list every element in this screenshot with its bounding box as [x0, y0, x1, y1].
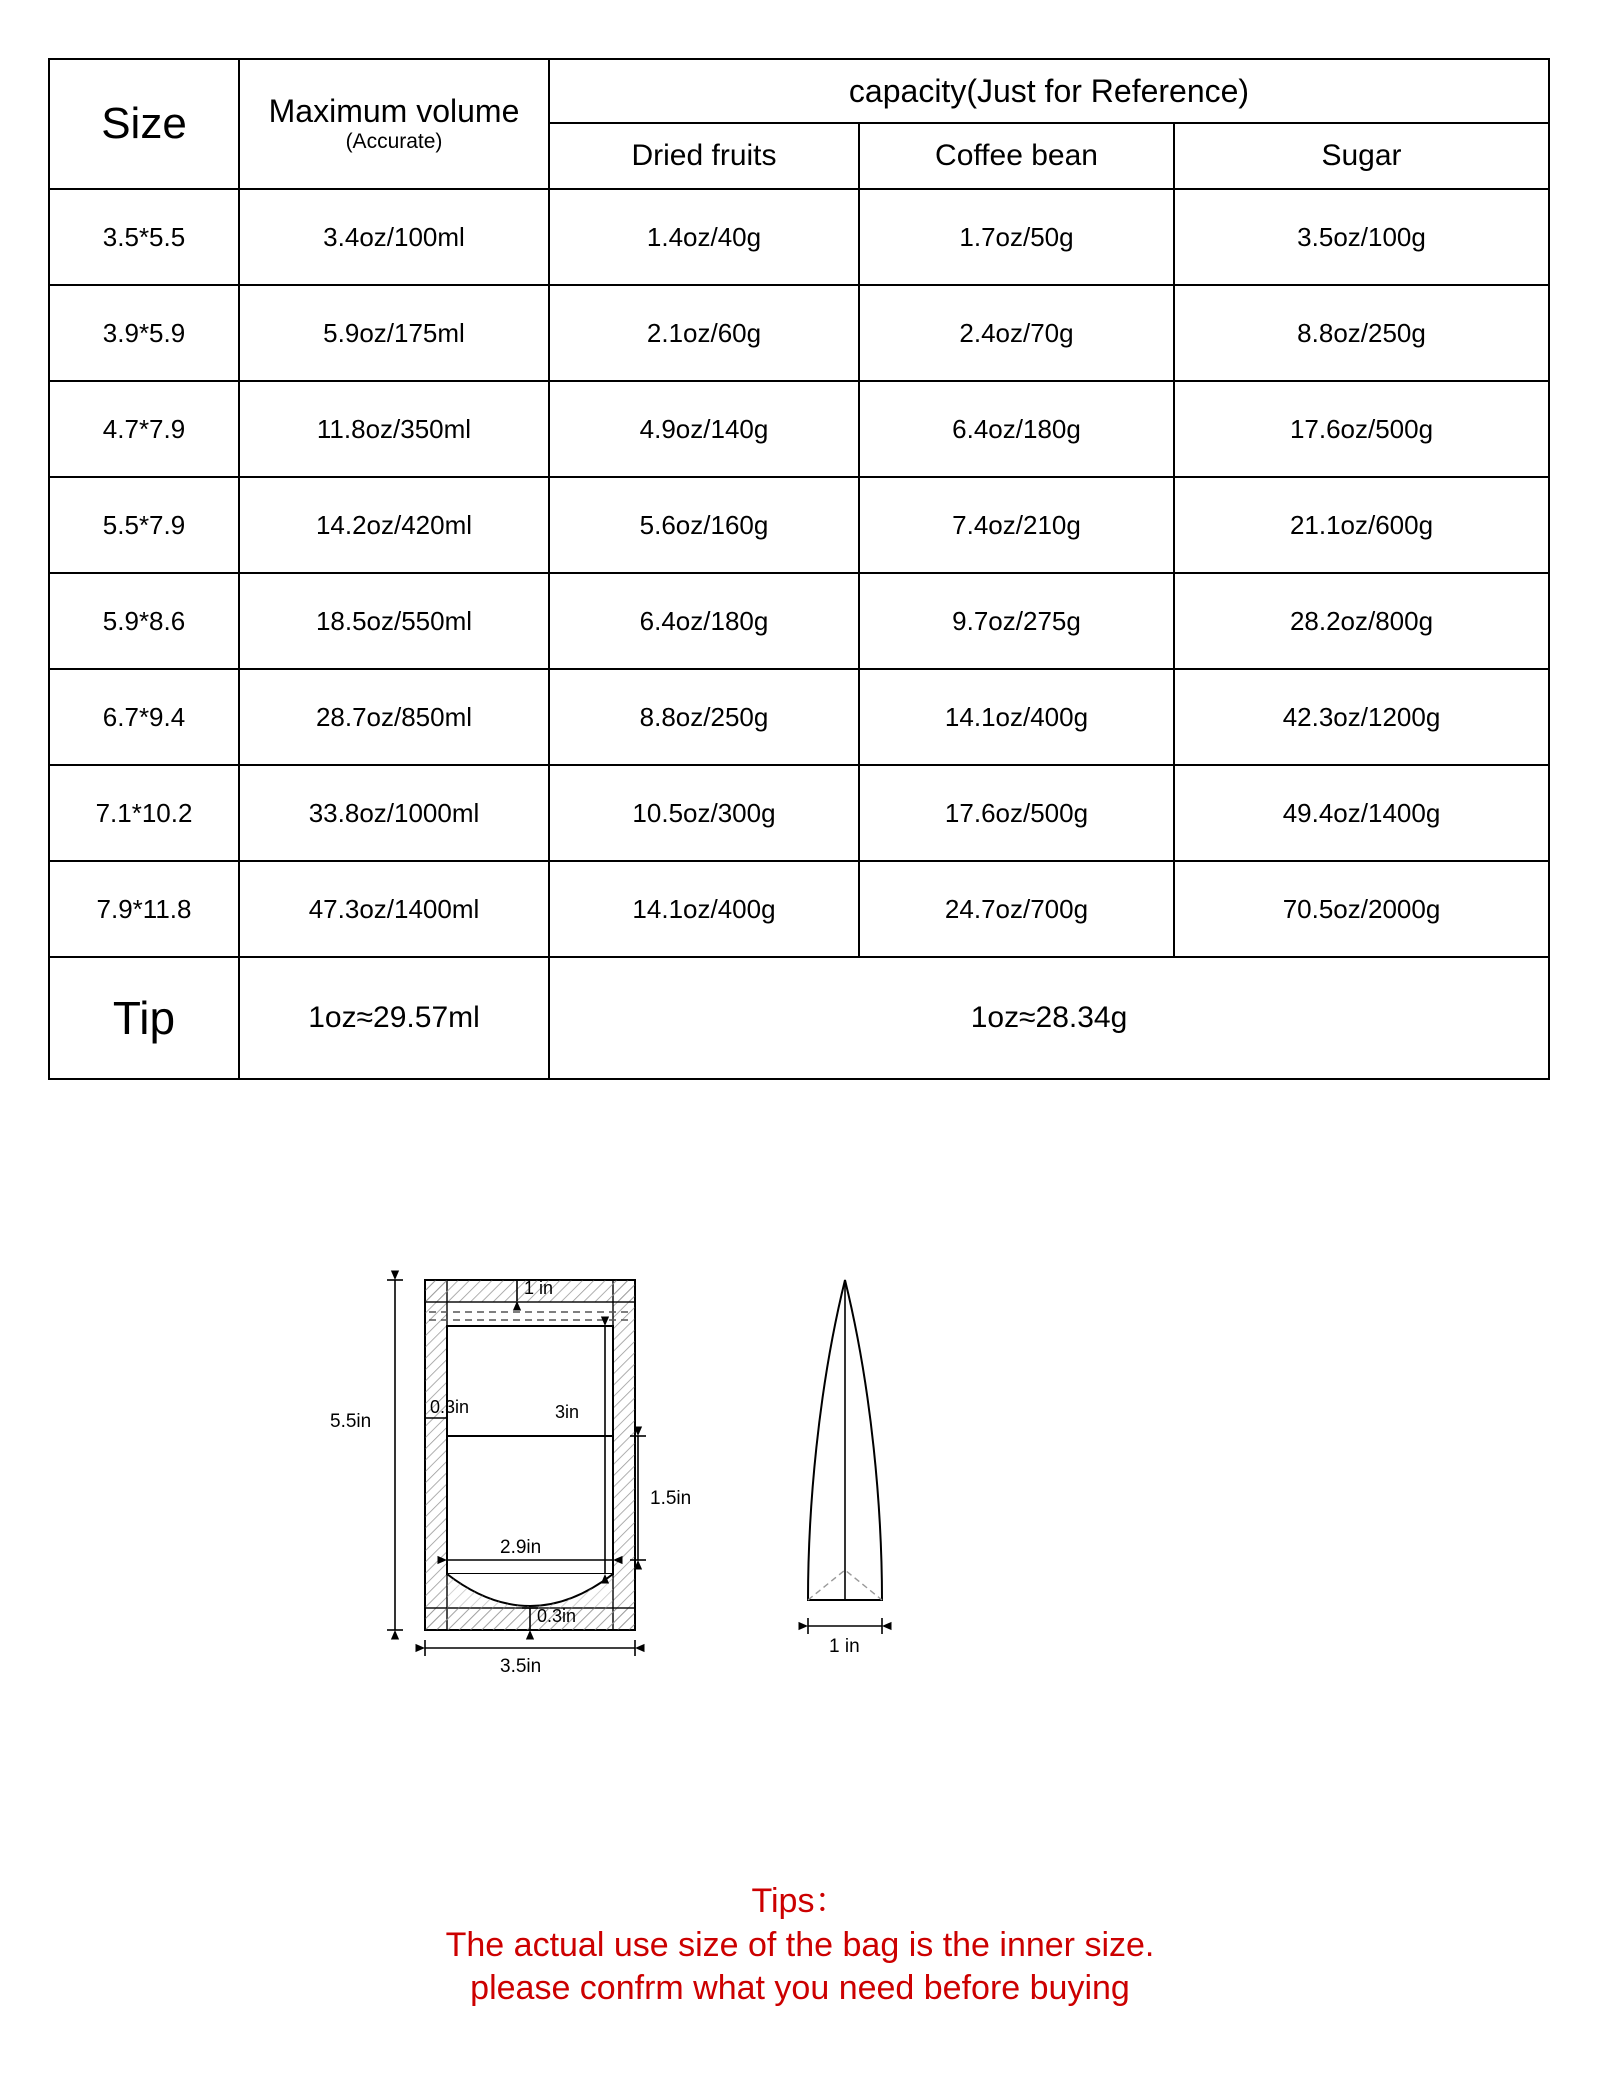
cell-coffee: 1.7oz/50g [859, 189, 1174, 285]
cell-size: 7.1*10.2 [49, 765, 239, 861]
cell-sugar: 8.8oz/250g [1174, 285, 1549, 381]
dim-bottom-gusset-label: 1.5in [650, 1488, 692, 1509]
table-row [49, 861, 1549, 957]
cell-dried: 10.5oz/300g [549, 765, 859, 861]
cell-coffee: 24.7oz/700g [859, 861, 1174, 957]
cell-volume: 18.5oz/550ml [239, 573, 549, 669]
bag-front-view [330, 1278, 691, 1677]
dim-total-height [330, 1280, 403, 1630]
dim-total-width [425, 1640, 635, 1677]
cell-size: 4.7*7.9 [49, 381, 239, 477]
cell-coffee: 2.4oz/70g [859, 285, 1174, 381]
dim-side-width-label: 1 in [829, 1636, 860, 1657]
tip-weight-note: 1oz≈28.34g [549, 957, 1549, 1079]
header-size: Size [49, 59, 239, 189]
cell-volume: 5.9oz/175ml [239, 285, 549, 381]
tip-volume-note: 1oz≈29.57ml [239, 957, 549, 1079]
table-row [49, 669, 1549, 765]
cell-size: 5.9*8.6 [49, 573, 239, 669]
cell-dried: 6.4oz/180g [549, 573, 859, 669]
tip-label: Tip [49, 957, 239, 1079]
table-tip-row [49, 957, 1549, 1079]
cell-volume: 47.3oz/1400ml [239, 861, 549, 957]
table-row [49, 573, 1549, 669]
cell-size: 5.5*7.9 [49, 477, 239, 573]
bag-side-view [808, 1280, 882, 1657]
header-dried-fruits: Dried fruits [549, 123, 859, 189]
header-max-volume-main: Maximum volume [268, 93, 520, 130]
dim-inner-height-label: 3in [555, 1402, 580, 1422]
cell-coffee: 17.6oz/500g [859, 765, 1174, 861]
table-row [49, 285, 1549, 381]
cell-sugar: 42.3oz/1200g [1174, 669, 1549, 765]
table-row [49, 477, 1549, 573]
cell-dried: 14.1oz/400g [549, 861, 859, 957]
tips-line-1: The actual use size of the bag is the inner size. [445, 1925, 1155, 1964]
dim-inner-width-label: 2.9in [500, 1537, 542, 1558]
header-max-volume-note: (Accurate) [345, 129, 443, 153]
table-row [49, 381, 1549, 477]
cell-dried: 2.1oz/60g [549, 285, 859, 381]
dim-top-seal-label: 1 in [524, 1278, 554, 1298]
cell-volume: 3.4oz/100ml [239, 189, 549, 285]
cell-coffee: 6.4oz/180g [859, 381, 1174, 477]
cell-volume: 28.7oz/850ml [239, 669, 549, 765]
cell-dried: 1.4oz/40g [549, 189, 859, 285]
cell-sugar: 28.2oz/800g [1174, 573, 1549, 669]
header-sugar: Sugar [1174, 123, 1549, 189]
cell-size: 3.5*5.5 [49, 189, 239, 285]
header-coffee-bean: Coffee bean [859, 123, 1174, 189]
cell-volume: 33.8oz/1000ml [239, 765, 549, 861]
dim-bottom-seal-label: 0.3in [537, 1606, 577, 1626]
cell-dried: 4.9oz/140g [549, 381, 859, 477]
dim-side-seal-label: 0.3in [430, 1397, 470, 1417]
header-capacity: capacity(Just for Reference) [549, 59, 1549, 123]
cell-coffee: 7.4oz/210g [859, 477, 1174, 573]
capacity-table-container [48, 58, 1548, 1080]
capacity-table [48, 58, 1550, 1080]
cell-size: 7.9*11.8 [49, 861, 239, 957]
dim-bottom-gusset [630, 1436, 691, 1560]
cell-volume: 11.8oz/350ml [239, 381, 549, 477]
bag-dimension-diagram [330, 1270, 1200, 1750]
tips-line-2: please confrm what you need before buying [470, 1969, 1130, 2008]
cell-sugar: 17.6oz/500g [1174, 381, 1549, 477]
cell-sugar: 21.1oz/600g [1174, 477, 1549, 573]
tips-title: Tips： [751, 1882, 849, 1920]
cell-size: 3.9*5.9 [49, 285, 239, 381]
cell-dried: 8.8oz/250g [549, 669, 859, 765]
header-max-volume [239, 59, 549, 189]
cell-volume: 14.2oz/420ml [239, 477, 549, 573]
tips-block [0, 1880, 1600, 2011]
cell-coffee: 9.7oz/275g [859, 573, 1174, 669]
cell-size: 6.7*9.4 [49, 669, 239, 765]
cell-sugar: 3.5oz/100g [1174, 189, 1549, 285]
cell-sugar: 70.5oz/2000g [1174, 861, 1549, 957]
dim-total-height-label: 5.5in [330, 1411, 372, 1432]
dim-side-width [808, 1618, 882, 1657]
table-row [49, 189, 1549, 285]
cell-dried: 5.6oz/160g [549, 477, 859, 573]
table-header-row-1 [49, 59, 1549, 123]
cell-coffee: 14.1oz/400g [859, 669, 1174, 765]
table-row [49, 765, 1549, 861]
cell-sugar: 49.4oz/1400g [1174, 765, 1549, 861]
dim-total-width-label: 3.5in [500, 1656, 542, 1677]
